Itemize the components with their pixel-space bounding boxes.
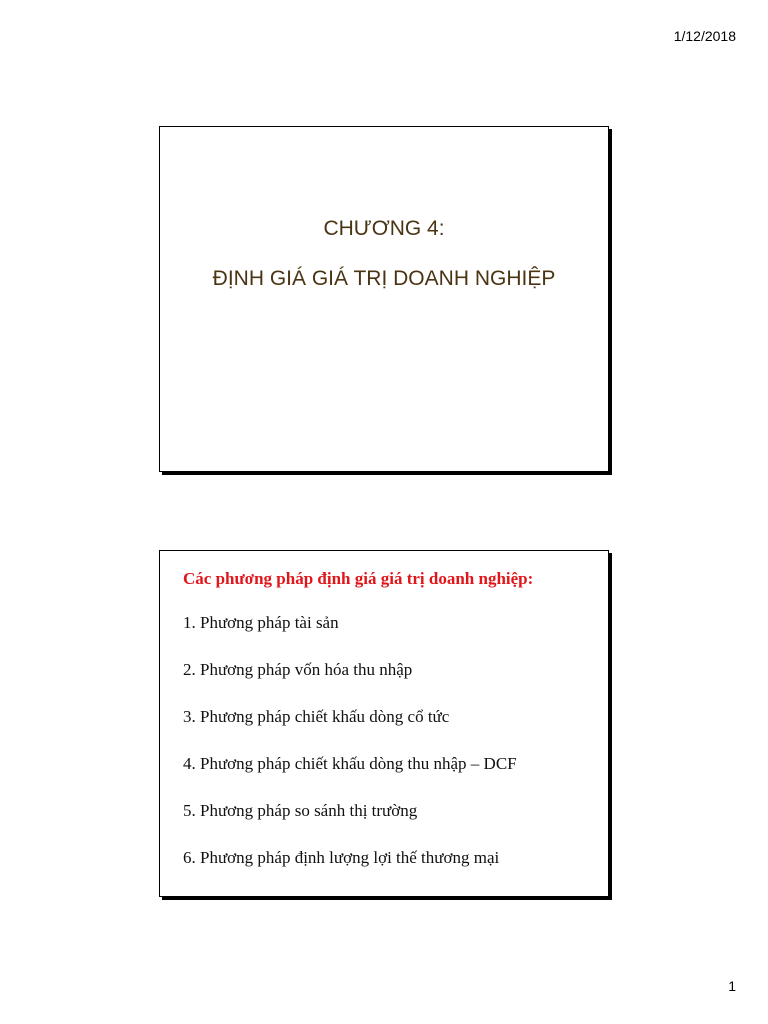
list-item: 5. Phương pháp so sánh thị trường [183,801,418,820]
page-number: 1 [728,978,736,994]
methods-content [183,569,598,894]
page-date: 1/12/2018 [673,28,736,44]
slide-title [159,126,609,472]
chapter-title: ĐỊNH GIÁ GIÁ TRỊ DOANH NGHIỆP [212,267,556,290]
methods-heading: Các phương pháp định giá giá trị doanh nghiệp: [183,569,534,588]
list-item: 1. Phương pháp tài sản [183,613,339,632]
list-item: 6. Phương pháp định lượng lợi thế thương mại [183,848,500,867]
slide-title-block [160,217,608,291]
methods-list [183,612,598,894]
chapter-label: CHƯƠNG 4: [323,217,445,240]
list-item: 3. Phương pháp chiết khấu dòng cổ tức [183,707,450,726]
list-item: 2. Phương pháp vốn hóa thu nhập [183,660,413,679]
slide-methods [159,550,609,897]
list-item: 4. Phương pháp chiết khấu dòng thu nhập – DCF [183,754,517,773]
